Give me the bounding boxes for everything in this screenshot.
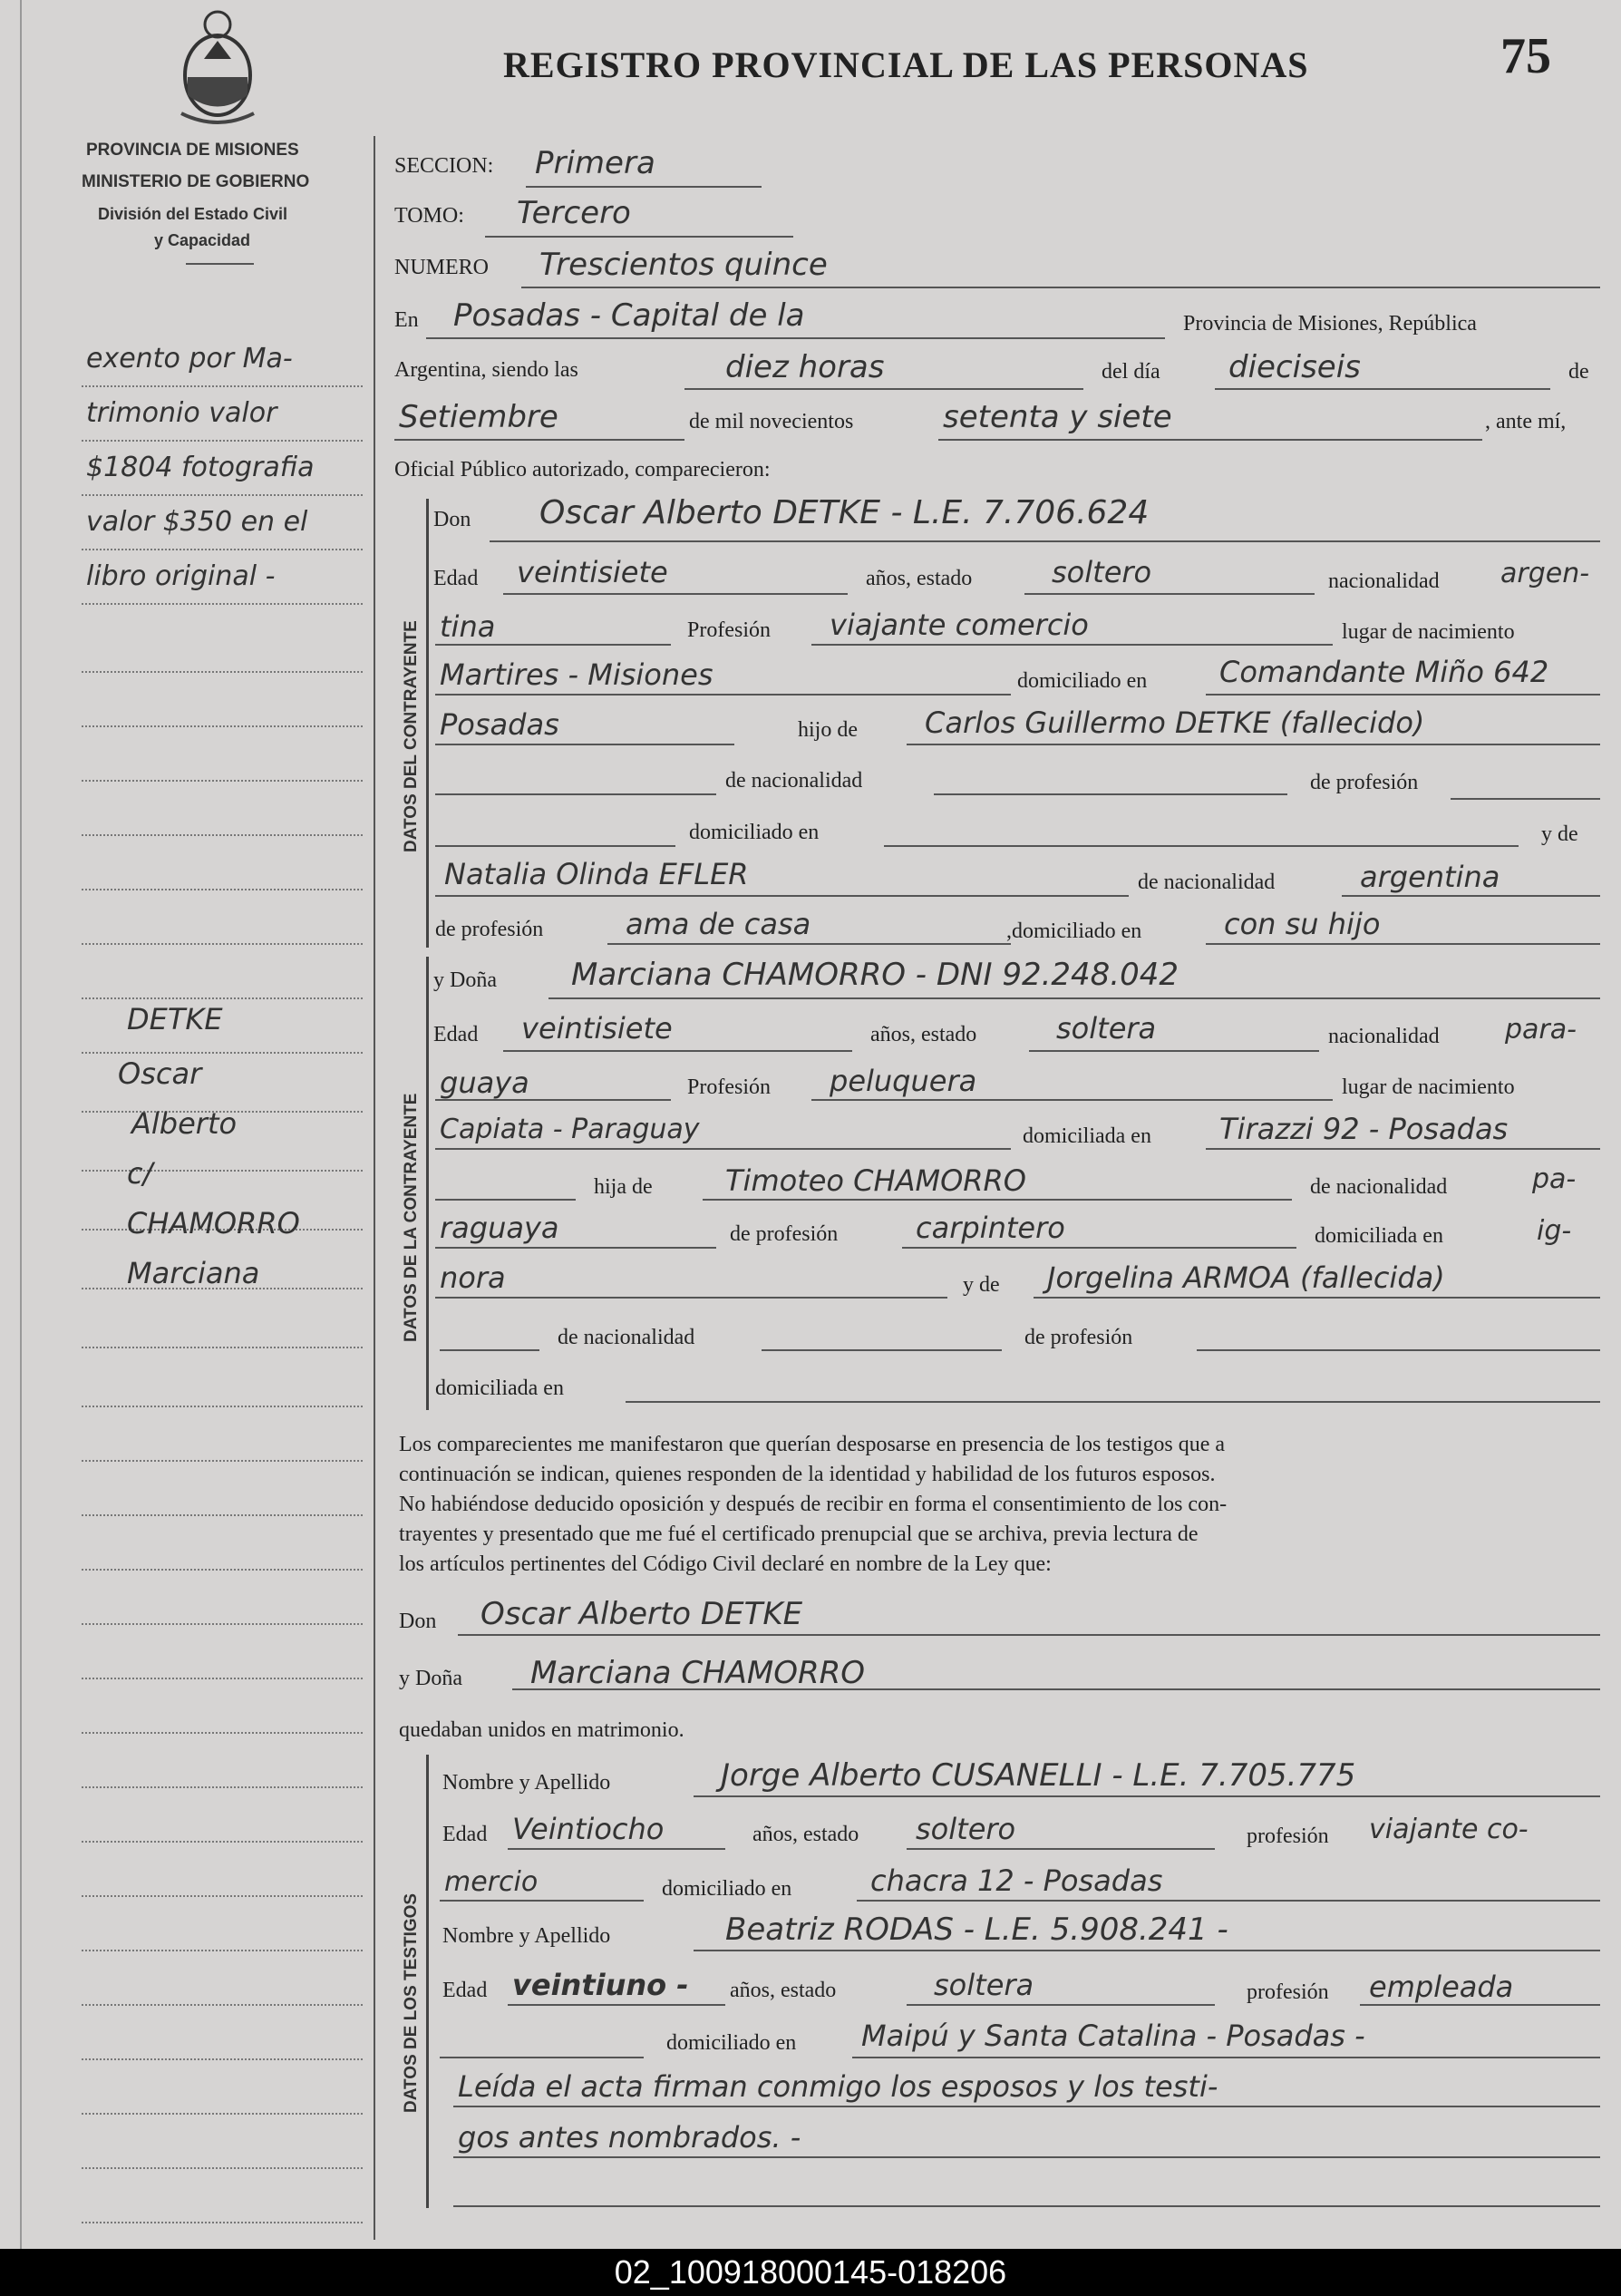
nac3-line bbox=[435, 1099, 671, 1101]
contrayenta-padre-dom-cont: nora bbox=[440, 1260, 506, 1295]
t2-nombre-line bbox=[694, 1950, 1600, 1951]
dom2-line bbox=[435, 744, 734, 745]
domicilio2-line bbox=[1206, 1148, 1600, 1150]
lugar-nac-line bbox=[435, 694, 1011, 696]
madre-nac-line bbox=[1342, 895, 1600, 897]
t2-nombre-label: Nombre y Apellido bbox=[442, 1924, 611, 1948]
contrayente-madre-prof: ama de casa bbox=[626, 907, 811, 941]
padre-line bbox=[907, 744, 1600, 745]
contrayenta-lugar-nac: Capiata - Paraguay bbox=[440, 1114, 700, 1145]
testigos-bracket bbox=[426, 1755, 429, 2208]
contrayenta-nombre: Marciana CHAMORRO - DNI 92.248.042 bbox=[571, 957, 1179, 993]
padre-prof-label: de profesión bbox=[1310, 771, 1419, 794]
domicilio-label: domiciliada en bbox=[1023, 1124, 1151, 1148]
padre-dom-label: domiciliado en bbox=[689, 821, 820, 844]
contrayenta-madre: Jorgelina ARMOA (fallecida) bbox=[1047, 1260, 1445, 1295]
madre-nac2-line bbox=[762, 1349, 1002, 1351]
en-label: En bbox=[394, 308, 419, 332]
contrayenta-padre-nac: pa- bbox=[1532, 1163, 1577, 1195]
y-de-label: y de bbox=[963, 1273, 1000, 1297]
padre-dom-pre-line bbox=[435, 845, 675, 847]
contrayente-nacionalidad: argen- bbox=[1500, 558, 1590, 589]
domicilio-line bbox=[1206, 694, 1600, 696]
ante-label: , ante mí, bbox=[1485, 410, 1567, 433]
testigo-1-domicilio: chacra 12 - Posadas bbox=[870, 1863, 1163, 1898]
padre-nac-label: de nacionalidad bbox=[1310, 1175, 1448, 1199]
anio-line bbox=[938, 439, 1482, 441]
lugar-nac-label: lugar de nacimiento bbox=[1342, 1075, 1515, 1099]
contrayenta-nombre-line bbox=[548, 997, 1600, 999]
contrayente-madre-dom: con su hijo bbox=[1224, 907, 1381, 941]
quedaban-text: quedaban unidos en matrimonio. bbox=[399, 1718, 684, 1742]
argentina-coat-of-arms-icon bbox=[168, 5, 267, 131]
seccion-line bbox=[526, 186, 762, 188]
madre-dom-line bbox=[1206, 943, 1600, 945]
nombre-line bbox=[490, 540, 1600, 542]
lugar-nac2-line bbox=[435, 1148, 1011, 1150]
madre-prof2-line bbox=[1197, 1349, 1600, 1351]
declaracion-line: Los comparecientes me manifestaron que querían desposarse en presencia de los testigos que a bbox=[399, 1433, 1226, 1456]
estado-label: años, estado bbox=[870, 1023, 977, 1046]
padre-dom2-line bbox=[435, 1297, 947, 1299]
margin-note-line: exento por Ma- bbox=[86, 343, 293, 375]
profesion-label: Profesión bbox=[687, 1075, 771, 1099]
declaracion-dona-line bbox=[512, 1688, 1600, 1690]
madre-dom-label: ,domiciliado en bbox=[1006, 919, 1142, 943]
seccion-label: SECCION: bbox=[394, 154, 494, 178]
cierre-3-line bbox=[453, 2205, 1600, 2207]
t1-estado-label: años, estado bbox=[752, 1823, 859, 1846]
mes-value: Setiembre bbox=[399, 399, 558, 435]
document-title: REGISTRO PROVINCIAL DE LAS PERSONAS bbox=[503, 44, 1309, 85]
contrayenta-padre-nac-cont: raguaya bbox=[440, 1211, 559, 1245]
contrayente-lugar-nac: Martires - Misiones bbox=[440, 657, 713, 692]
margin-name-line: Alberto bbox=[131, 1106, 238, 1141]
testigo-2-nombre: Beatriz RODAS - L.E. 5.908.241 - bbox=[725, 1912, 1228, 1948]
contrayenta-nacionalidad-cont: guaya bbox=[440, 1065, 529, 1100]
page-number: 75 bbox=[1500, 28, 1551, 84]
contrayenta-bracket bbox=[426, 957, 429, 1410]
profesion2-line bbox=[811, 1099, 1333, 1101]
contrayente-edad: veintisiete bbox=[517, 555, 668, 589]
cierre-1-line bbox=[453, 2106, 1600, 2107]
contrayente-profesion: viajante comercio bbox=[830, 608, 1089, 642]
madre-dom2-line bbox=[626, 1401, 1600, 1403]
margin-name-line: Marciana bbox=[127, 1256, 260, 1290]
margin-name-line: DETKE bbox=[127, 1002, 223, 1036]
agency-line-3: División del Estado Civil bbox=[98, 205, 288, 223]
profesion-line bbox=[811, 644, 1333, 646]
t1-prof2-line bbox=[440, 1900, 644, 1902]
padre-prof-label: de profesión bbox=[730, 1222, 839, 1246]
edad2-line bbox=[503, 1050, 852, 1052]
contrayente-madre-nac: argentina bbox=[1360, 860, 1500, 894]
oficial-text: Oficial Público autorizado, comparecieron: bbox=[394, 458, 771, 482]
cierre-line-2: gos antes nombrados. - bbox=[458, 2120, 801, 2155]
madre-prof-label: de profesión bbox=[435, 918, 544, 941]
contrayenta-edad: veintisiete bbox=[521, 1011, 673, 1046]
mes-line bbox=[394, 439, 684, 441]
testigos-side-label: DATOS DE LOS TESTIGOS bbox=[402, 1892, 421, 2113]
t2-domicilio-label: domiciliado en bbox=[666, 2031, 797, 2055]
declaracion-don-label: Don bbox=[399, 1610, 437, 1633]
binding-edge bbox=[20, 0, 22, 2249]
lugar-line bbox=[426, 337, 1165, 339]
madre-prof-label: de profesión bbox=[1024, 1326, 1133, 1349]
nacionalidad-label: nacionalidad bbox=[1328, 569, 1440, 593]
hija-padre-line bbox=[703, 1199, 1292, 1201]
testigo-1-profesion-cont: mercio bbox=[444, 1866, 539, 1898]
contrayenta-profesion: peluquera bbox=[830, 1064, 977, 1098]
hija-label: hija de bbox=[594, 1175, 653, 1199]
madre-prof-line bbox=[607, 943, 1011, 945]
agency-line-1: PROVINCIA DE MISIONES bbox=[86, 141, 299, 160]
declaracion-line: continuación se indican, quienes responden de la identidad y habilidad de los futuros esposos. bbox=[399, 1463, 1216, 1486]
madre-nac-pre-line bbox=[440, 1349, 539, 1351]
profesion-label: Profesión bbox=[687, 618, 771, 642]
padre-nac-line bbox=[435, 793, 716, 795]
seccion-value: Primera bbox=[535, 145, 655, 181]
estado-line bbox=[1024, 593, 1315, 595]
contrayenta-nacionalidad: para- bbox=[1505, 1014, 1577, 1046]
numero-value: Trescientos quince bbox=[539, 247, 828, 283]
cierre-line-1: Leída el acta firman conmigo los esposos y los testi- bbox=[458, 2069, 1218, 2104]
margin-name-line: CHAMORRO bbox=[127, 1206, 300, 1240]
anio-value: setenta y siete bbox=[943, 399, 1172, 435]
dia-line bbox=[1215, 388, 1550, 390]
dia-value: dieciseis bbox=[1228, 349, 1361, 385]
contrayente-domicilio-cont: Posadas bbox=[440, 707, 559, 742]
t1-profesion-label: profesión bbox=[1247, 1824, 1329, 1848]
provincia-text: Provincia de Misiones, República bbox=[1183, 312, 1477, 336]
nac2-line bbox=[435, 644, 671, 646]
contrayenta-domicilio: Tirazzi 92 - Posadas bbox=[1219, 1112, 1509, 1146]
padre-dom-line bbox=[884, 845, 1519, 847]
argentina-text: Argentina, siendo las bbox=[394, 358, 578, 382]
nacionalidad-label: nacionalidad bbox=[1328, 1025, 1440, 1048]
image-id-footer: 02_100918000145-018206 bbox=[0, 2249, 1621, 2296]
margin-note-line: trimonio valor bbox=[86, 397, 277, 429]
edad-label: Edad bbox=[433, 1023, 479, 1046]
t1-dom-line bbox=[857, 1900, 1600, 1902]
margin-divider bbox=[374, 136, 375, 2240]
contrayente-nacionalidad-cont: tina bbox=[440, 609, 496, 644]
hijo-label: hijo de bbox=[798, 718, 858, 742]
contrayente-madre: Natalia Olinda EFLER bbox=[444, 857, 749, 891]
declaracion-line: trayentes y presentado que me fué el certificado prenupcial que se archiva, previa lectura de bbox=[399, 1523, 1199, 1546]
margin-note-line: $1804 fotografia bbox=[86, 452, 315, 483]
padre-dom-label: domiciliada en bbox=[1315, 1224, 1443, 1248]
margin-name-line: Oscar bbox=[118, 1056, 202, 1091]
madre-nac-label: de nacionalidad bbox=[1138, 871, 1276, 894]
estado-label: años, estado bbox=[866, 567, 973, 590]
contrayente-bracket bbox=[426, 499, 429, 948]
t2-prof-line bbox=[1360, 2004, 1600, 2006]
tomo-label: TOMO: bbox=[394, 204, 464, 228]
declaracion-don-line bbox=[458, 1634, 1600, 1636]
contrayenta-padre-dom: ig- bbox=[1537, 1215, 1572, 1247]
t1-nombre-label: Nombre y Apellido bbox=[442, 1771, 611, 1795]
anio-label: de mil novecientos bbox=[689, 410, 854, 433]
contrayenta-padre-prof: carpintero bbox=[916, 1211, 1065, 1245]
lugar-value: Posadas - Capital de la bbox=[453, 297, 805, 334]
agency-line-4: y Capacidad bbox=[154, 231, 251, 249]
t1-estado-line bbox=[907, 1848, 1215, 1850]
hora-value: diez horas bbox=[725, 349, 885, 385]
edad-label: Edad bbox=[433, 567, 479, 590]
t2-dom-line bbox=[852, 2057, 1600, 2058]
hija-pre-line bbox=[435, 1199, 576, 1201]
numero-line bbox=[521, 287, 1600, 288]
testigo-1-nombre: Jorge Alberto CUSANELLI - L.E. 7.705.775 bbox=[721, 1757, 1356, 1794]
madre-line bbox=[435, 895, 1129, 897]
t2-dom-pre-line bbox=[440, 2057, 644, 2058]
contrayenta-estado: soltera bbox=[1056, 1011, 1157, 1046]
contrayente-side-label: DATOS DEL CONTRAYENTE bbox=[402, 620, 421, 852]
padre-nac2-line bbox=[435, 1247, 716, 1249]
contrayente-padre: Carlos Guillermo DETKE (fallecido) bbox=[925, 705, 1425, 740]
madre2-line bbox=[1034, 1297, 1600, 1299]
padre-prof-line bbox=[1451, 798, 1600, 800]
testigo-1-estado: soltero bbox=[916, 1812, 1016, 1846]
t2-estado-label: años, estado bbox=[730, 1979, 837, 2002]
contrayente-estado: soltero bbox=[1052, 555, 1152, 589]
cierre-2-line bbox=[453, 2156, 1600, 2158]
madre-dom-label: domiciliada en bbox=[435, 1377, 564, 1400]
hora-line bbox=[684, 388, 1083, 390]
testigo-2-domicilio: Maipú y Santa Catalina - Posadas - bbox=[861, 2019, 1365, 2053]
padre-nac-value-line bbox=[934, 793, 1287, 795]
de-label: de bbox=[1568, 360, 1589, 384]
dona-label: y Doña bbox=[433, 968, 497, 992]
padre-nac-label: de nacionalidad bbox=[725, 769, 863, 793]
agency-line-2: MINISTERIO DE GOBIERNO bbox=[82, 172, 310, 191]
y-de-label: y de bbox=[1541, 822, 1578, 846]
estado2-line bbox=[1029, 1050, 1319, 1052]
t1-nombre-line bbox=[694, 1795, 1600, 1797]
testigo-1-profesion: viajante co- bbox=[1369, 1814, 1529, 1845]
testigo-2-edad: veintiuno - bbox=[512, 1968, 689, 2002]
declaracion-dona: Marciana CHAMORRO bbox=[530, 1655, 865, 1691]
margin-name-line: c/ bbox=[127, 1156, 153, 1191]
tomo-line bbox=[485, 236, 793, 238]
t1-edad-label: Edad bbox=[442, 1823, 488, 1846]
t1-edad-line bbox=[508, 1848, 725, 1850]
t2-estado-line bbox=[907, 2004, 1215, 2006]
contrayenta-side-label: DATOS DE LA CONTRAYENTE bbox=[402, 1093, 421, 1342]
t1-domicilio-label: domiciliado en bbox=[662, 1877, 792, 1901]
declaracion-line: No habiéndose deducido oposición y después de recibir en forma el consentimiento de los con- bbox=[399, 1493, 1228, 1516]
declaracion-dona-label: y Doña bbox=[399, 1667, 462, 1690]
contrayente-nombre: Oscar Alberto DETKE - L.E. 7.706.624 bbox=[539, 494, 1150, 531]
contrayente-domicilio: Comandante Miño 642 bbox=[1219, 655, 1549, 689]
edad-line bbox=[503, 593, 848, 595]
agency-rule bbox=[186, 263, 254, 265]
contrayenta-padre: Timoteo CHAMORRO bbox=[725, 1163, 1026, 1198]
declaracion-line: los artículos pertinentes del Código Civil declaré en nombre de la Ley que: bbox=[399, 1552, 1052, 1576]
testigo-1-edad: Veintiocho bbox=[512, 1812, 665, 1846]
margin-note-line: libro original - bbox=[86, 560, 276, 592]
dia-label: del día bbox=[1102, 360, 1160, 384]
t2-profesion-label: profesión bbox=[1247, 1980, 1329, 2004]
margin-note-line: valor $350 en el bbox=[86, 506, 308, 538]
numero-label: NUMERO bbox=[394, 256, 490, 279]
don-label: Don bbox=[433, 508, 471, 531]
domicilio-label: domiciliado en bbox=[1017, 669, 1148, 693]
padre-prof2-line bbox=[902, 1247, 1296, 1249]
tomo-value: Tercero bbox=[517, 195, 631, 231]
madre-nac-label: de nacionalidad bbox=[558, 1326, 695, 1349]
lugar-nac-label: lugar de nacimiento bbox=[1342, 620, 1515, 644]
declaracion-don: Oscar Alberto DETKE bbox=[480, 1596, 803, 1632]
testigo-2-estado: soltera bbox=[934, 1968, 1034, 2002]
testigo-2-profesion: empleada bbox=[1369, 1970, 1514, 2004]
t2-edad-label: Edad bbox=[442, 1979, 488, 2002]
t2-edad-line bbox=[508, 2004, 725, 2006]
